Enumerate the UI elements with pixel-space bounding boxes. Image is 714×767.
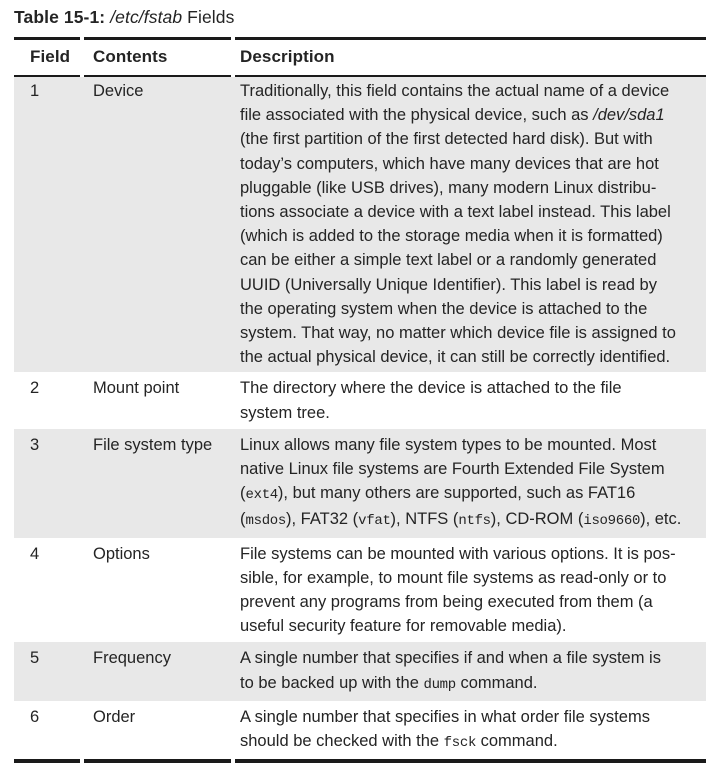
- text-segment: the actual physical device, it can still be correctly identified.: [240, 348, 671, 367]
- text-segment: Fields: [182, 7, 235, 27]
- text-segment: should be checked with the: [240, 732, 444, 751]
- text-segment: A single number that specifies if and when a file system is: [240, 649, 661, 668]
- text-segment: today’s computers, which have many devices that are hot: [240, 154, 659, 173]
- text-segment: can be either a simple text label or a randomly generated: [240, 251, 657, 270]
- fstab-table: [14, 37, 706, 763]
- field-cell: 6: [30, 707, 40, 726]
- description-line: [240, 224, 706, 248]
- text-segment: iso9660: [583, 513, 641, 530]
- description-line: [240, 79, 706, 103]
- description-line: [240, 345, 706, 369]
- field-cell: 3: [30, 435, 40, 454]
- text-segment: vfat: [358, 513, 391, 530]
- field-cell: 1: [30, 82, 40, 100]
- description-cell: [233, 642, 706, 700]
- text-segment: The directory where the device is attached to the file: [240, 379, 622, 398]
- description-cell: [233, 538, 706, 643]
- description-line: [240, 566, 706, 590]
- text-segment: Traditionally, this field contains the actual name of a device: [240, 82, 670, 100]
- description-line: [240, 152, 706, 176]
- header-field: Field: [30, 47, 71, 66]
- text-segment: file associated with the physical device, such as: [240, 106, 594, 125]
- text-segment: A single number that specifies in what order file systems: [240, 707, 650, 726]
- header-description: Description: [240, 47, 335, 66]
- description-cell: [233, 701, 706, 759]
- table-header-row: [14, 40, 706, 75]
- description-cell: [233, 372, 706, 428]
- table-row: [14, 642, 706, 700]
- text-segment: dump: [423, 676, 456, 693]
- text-segment: File systems can be mounted with various options. It is pos-: [240, 544, 676, 563]
- description-line: [240, 376, 706, 400]
- text-segment: ), etc.: [640, 510, 682, 529]
- text-segment: fsck: [443, 735, 477, 752]
- description-line: [240, 433, 706, 457]
- text-segment: ), FAT32 (: [286, 510, 359, 529]
- text-segment: useful security feature for removable media).: [240, 617, 567, 636]
- description-line: [240, 273, 706, 297]
- table-row: [14, 538, 706, 643]
- description-line: [240, 103, 706, 127]
- description-line: [240, 729, 706, 755]
- contents-cell: Frequency: [93, 649, 171, 668]
- contents-cell: Device: [93, 82, 144, 100]
- text-segment: to be backed up with the: [240, 673, 424, 692]
- table-bottom-rule: [14, 759, 706, 763]
- text-segment: system. That way, no matter which device file is assigned to: [240, 324, 676, 343]
- description-line: [240, 590, 706, 614]
- text-segment: tions associate a device with a text label instead. This label: [240, 203, 671, 222]
- description-line: [240, 248, 706, 272]
- description-line: [240, 297, 706, 321]
- table-caption: [14, 7, 706, 28]
- text-segment: ext4: [245, 487, 278, 504]
- text-segment: ntfs: [458, 513, 491, 530]
- description-line: [240, 507, 706, 533]
- rule-segment: [84, 759, 231, 763]
- text-segment: sible, for example, to mount file systems as read-only or to: [240, 568, 667, 587]
- field-cell: 5: [30, 649, 40, 668]
- table-body: [14, 77, 706, 759]
- text-segment: prevent any programs from being executed from them (a: [240, 593, 653, 612]
- description-line: [240, 646, 706, 670]
- text-segment: the operating system when the device is attached to the: [240, 299, 648, 318]
- text-segment: msdos: [245, 513, 287, 530]
- description-line: [240, 127, 706, 151]
- description-line: [240, 614, 706, 638]
- contents-cell: Order: [93, 707, 136, 726]
- text-segment: /etc/fstab: [110, 7, 183, 27]
- field-cell: 2: [30, 379, 40, 398]
- text-segment: system tree.: [240, 403, 330, 422]
- text-segment: native Linux file systems are Fourth Extended File System: [240, 460, 665, 479]
- table-row: [14, 372, 706, 428]
- text-segment: command.: [455, 673, 538, 692]
- field-cell: 4: [30, 544, 40, 563]
- contents-cell: Options: [93, 544, 150, 563]
- description-line: [240, 481, 706, 507]
- description-cell: [233, 77, 706, 372]
- text-segment: ), but many others are supported, such as FAT16: [277, 484, 636, 503]
- rule-segment: [235, 759, 706, 763]
- description-line: [240, 176, 706, 200]
- text-segment: pluggable (like USB drives), many modern Linux distribu-: [240, 178, 657, 197]
- header-contents: Contents: [93, 47, 168, 66]
- contents-cell: File system type: [93, 435, 213, 454]
- description-line: [240, 671, 706, 697]
- text-segment: (which is added to the storage media when it is formatted): [240, 227, 663, 246]
- description-line: [240, 401, 706, 425]
- description-line: [240, 457, 706, 481]
- text-segment: (: [240, 510, 246, 529]
- table-row: [14, 429, 706, 538]
- text-segment: (the first partition of the first detected hard disk). But with: [240, 130, 653, 149]
- text-segment: UUID (Universally Unique Identifier). This label is read by: [240, 275, 657, 294]
- text-segment: Table 15-1:: [14, 7, 111, 27]
- description-cell: [233, 429, 706, 538]
- text-segment: command.: [476, 732, 558, 751]
- description-line: [240, 542, 706, 566]
- table-row: [14, 77, 706, 372]
- contents-cell: Mount point: [93, 379, 180, 398]
- table-row: [14, 701, 706, 759]
- text-segment: Linux allows many file system types to be mounted. Most: [240, 435, 657, 454]
- text-segment: /dev/sda1: [593, 106, 665, 125]
- text-segment: (: [240, 484, 246, 503]
- description-line: [240, 321, 706, 345]
- text-segment: ), NTFS (: [390, 510, 459, 529]
- description-line: [240, 705, 706, 729]
- text-segment: ), CD-ROM (: [490, 510, 584, 529]
- description-line: [240, 200, 706, 224]
- rule-segment: [14, 759, 80, 763]
